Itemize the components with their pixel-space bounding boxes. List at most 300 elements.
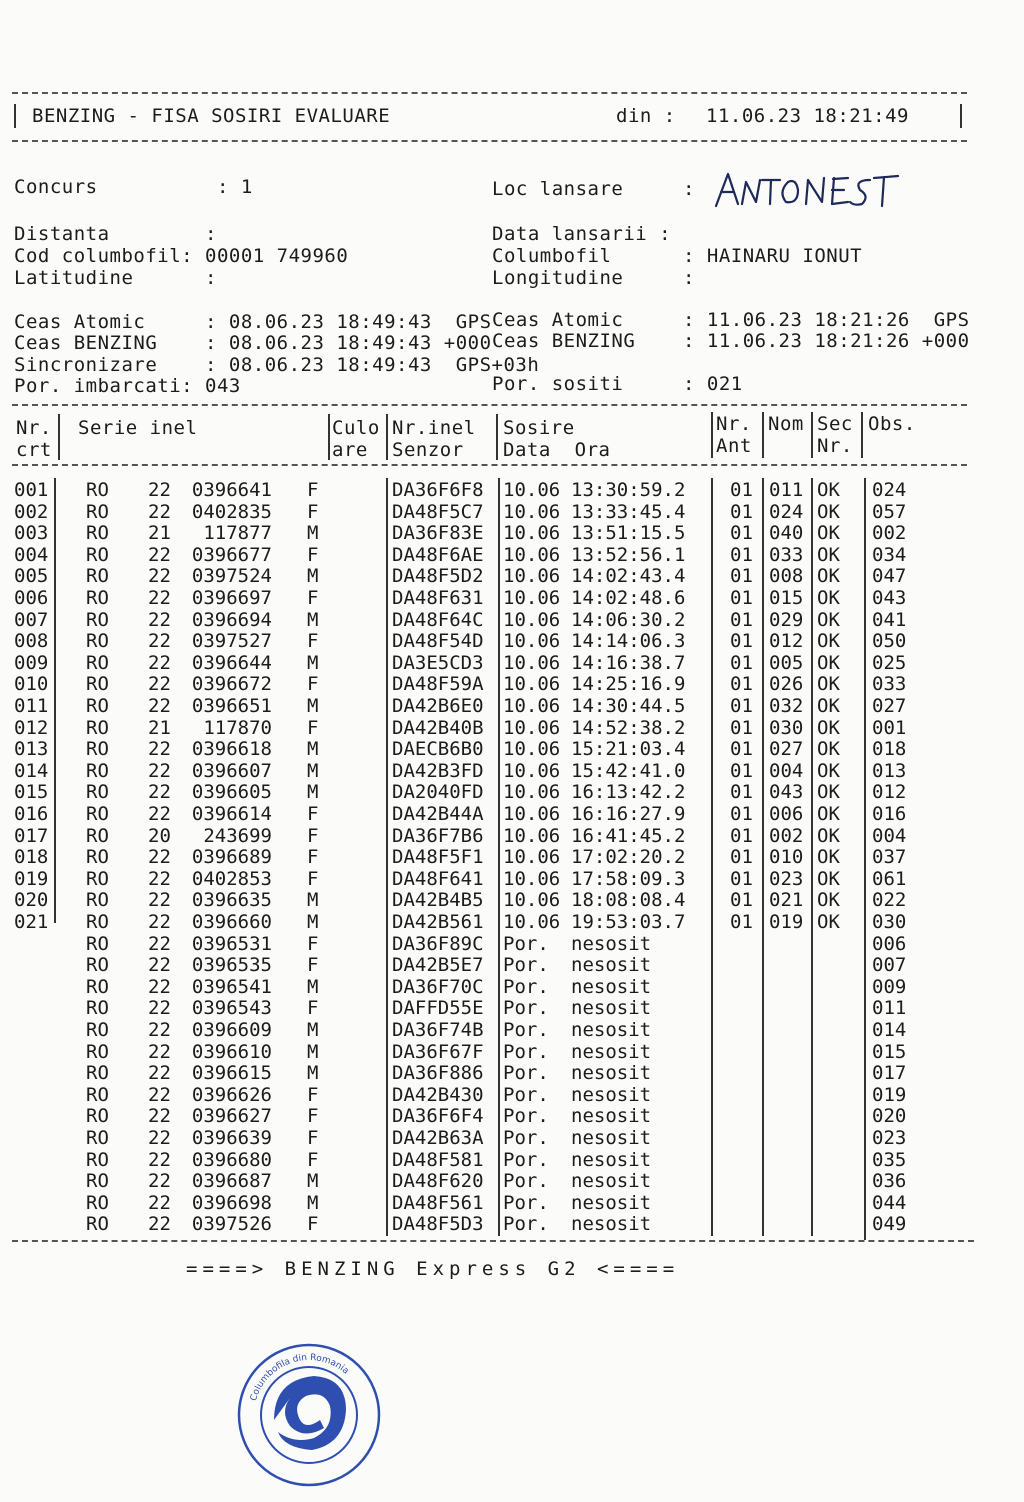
row-sec: OK — [817, 911, 840, 933]
row-ring-number: 0396605 — [191, 781, 272, 804]
row-country: RO — [86, 911, 109, 933]
row-time: nesosit — [571, 1191, 652, 1214]
row-year: 22 — [148, 1127, 171, 1149]
row-year: 22 — [148, 1062, 171, 1085]
row-time: 14:06:30.2 — [571, 608, 686, 631]
row-obs: 022 — [872, 889, 907, 912]
row-time: 14:16:38.7 — [571, 651, 686, 674]
row-time: 15:42:41.0 — [571, 759, 686, 782]
row-obs: 001 — [872, 716, 907, 739]
row-antenna: 01 — [730, 824, 753, 847]
row-nom: 030 — [769, 716, 804, 739]
row-sex: F — [307, 824, 319, 847]
table-row — [0, 587, 1024, 609]
row-ring-number: 0396618 — [191, 738, 272, 761]
row-sensor: DA48F581 — [392, 1148, 484, 1171]
row-sensor: DA36F7B6 — [392, 824, 484, 847]
row-sex: M — [307, 738, 319, 761]
row-sex: F — [307, 846, 319, 869]
porumbei-imbarcati: Por. imbarcati: 043 — [14, 375, 241, 397]
row-obs: 050 — [872, 630, 907, 653]
row-obs: 036 — [872, 1170, 907, 1193]
row-date: 10.06 — [503, 587, 561, 609]
row-antenna: 01 — [730, 565, 753, 588]
row-ring-number: 0402853 — [191, 867, 272, 890]
hdr-sep-4 — [496, 414, 498, 460]
row-antenna: 01 — [730, 695, 753, 717]
row-time: nesosit — [571, 997, 652, 1020]
row-ring-number: 0396660 — [191, 911, 272, 933]
row-antenna: 01 — [730, 479, 753, 501]
row-ring-number: 117870 — [203, 716, 272, 739]
row-sex: F — [307, 932, 319, 955]
row-date: Por. — [503, 954, 549, 977]
row-sensor: DA48F64C — [392, 608, 484, 631]
row-date: Por. — [503, 1062, 549, 1085]
row-time: 13:52:56.1 — [571, 543, 686, 566]
row-country: RO — [86, 932, 109, 955]
row-nom: 012 — [769, 630, 804, 653]
row-sensor: DA48F5D3 — [392, 1213, 484, 1236]
row-date: Por. — [503, 1170, 549, 1193]
row-country: RO — [86, 1191, 109, 1214]
row-antenna: 01 — [730, 911, 753, 933]
row-sensor: DA48F6AE — [392, 543, 484, 566]
row-sex: F — [307, 1148, 319, 1171]
row-sex: F — [307, 954, 319, 977]
row-year: 22 — [148, 500, 171, 523]
row-sex: F — [307, 867, 319, 890]
row-nom: 021 — [769, 889, 804, 912]
hdr-sep-5 — [711, 412, 713, 458]
row-sec: OK — [817, 803, 840, 825]
col-ant-1: Nr. — [716, 413, 752, 435]
row-date: 10.06 — [503, 889, 561, 912]
row-ring-number: 0396614 — [191, 803, 272, 825]
row-obs: 033 — [872, 673, 907, 696]
row-ring-number: 0402835 — [191, 500, 272, 523]
row-time: 14:25:16.9 — [571, 673, 686, 696]
row-time: nesosit — [571, 1040, 652, 1063]
row-ring-number: 0396626 — [191, 1083, 272, 1106]
row-obs: 035 — [872, 1148, 907, 1171]
row-sec: OK — [817, 867, 840, 890]
col-inel-1: Nr.inel — [392, 417, 476, 439]
col-nr-1: Nr. — [16, 417, 52, 439]
row-obs: 019 — [872, 1083, 907, 1106]
row-sex: M — [307, 1170, 319, 1193]
row-country: RO — [86, 543, 109, 566]
row-sensor: DA42B430 — [392, 1083, 484, 1106]
hdr-sep-2 — [328, 414, 330, 460]
row-sensor: DA48F641 — [392, 867, 484, 890]
row-ring-number: 0396687 — [191, 1170, 272, 1193]
row-sex: M — [307, 889, 319, 912]
row-sensor: DA42B6E0 — [392, 695, 484, 717]
row-sex: M — [307, 651, 319, 674]
row-year: 22 — [148, 1191, 171, 1214]
row-sex: M — [307, 975, 319, 998]
row-sensor: DA36F70C — [392, 975, 484, 998]
row-antenna: 01 — [730, 781, 753, 804]
row-sensor: DA36F83E — [392, 522, 484, 545]
table-row — [0, 868, 1024, 890]
row-date: 10.06 — [503, 911, 561, 933]
porumbei-sositi: Por. sositi : 021 — [492, 373, 743, 395]
row-ring-number: 0396680 — [191, 1148, 272, 1171]
columbofil: Columbofil : HAINARU IONUT — [492, 245, 863, 267]
handwritten-location — [712, 168, 902, 212]
row-nr: 020 — [14, 889, 49, 912]
table-row — [0, 1127, 1024, 1149]
table-row — [0, 738, 1024, 760]
table-row — [0, 846, 1024, 868]
row-sex: F — [307, 673, 319, 696]
row-nom: 043 — [769, 781, 804, 804]
row-country: RO — [86, 738, 109, 761]
table-row — [0, 933, 1024, 955]
row-country: RO — [86, 695, 109, 717]
row-year: 22 — [148, 759, 171, 782]
row-date: 10.06 — [503, 651, 561, 674]
row-time: 16:13:42.2 — [571, 781, 686, 804]
row-ring-number: 243699 — [203, 824, 272, 847]
row-sex: M — [307, 1062, 319, 1085]
row-sensor: DA42B4B5 — [392, 889, 484, 912]
row-nom: 006 — [769, 803, 804, 825]
date-label: din : — [616, 105, 676, 127]
table-row — [0, 1019, 1024, 1041]
row-nr: 005 — [14, 565, 49, 588]
row-ring-number: 0397527 — [191, 630, 272, 653]
row-time: 14:02:48.6 — [571, 587, 686, 609]
row-time: 16:16:27.9 — [571, 803, 686, 825]
row-sex: F — [307, 997, 319, 1020]
row-sensor: DA48F59A — [392, 673, 484, 696]
row-ring-number: 0397524 — [191, 565, 272, 588]
col-nom: Nom — [768, 413, 804, 435]
row-obs: 027 — [872, 695, 907, 717]
row-sec: OK — [817, 889, 840, 912]
row-sensor: DA42B40B — [392, 716, 484, 739]
row-country: RO — [86, 565, 109, 588]
row-nom: 015 — [769, 587, 804, 609]
row-antenna: 01 — [730, 500, 753, 523]
row-sex: M — [307, 911, 319, 933]
row-year: 22 — [148, 975, 171, 998]
row-sec: OK — [817, 543, 840, 566]
row-date: 10.06 — [503, 522, 561, 545]
ceas-benzing-left: Ceas BENZING : 08.06.23 18:49:43 +000 — [14, 332, 492, 354]
row-sensor: DA48F5D2 — [392, 565, 484, 588]
row-obs: 037 — [872, 846, 907, 869]
row-sec: OK — [817, 846, 840, 869]
row-sensor: DA48F54D — [392, 630, 484, 653]
row-ring-number: 0396697 — [191, 587, 272, 609]
row-obs: 009 — [872, 975, 907, 998]
row-year: 22 — [148, 932, 171, 955]
col-ant-2: Ant — [716, 435, 752, 457]
round-club-stamp-icon — [234, 1340, 384, 1490]
row-obs: 018 — [872, 738, 907, 761]
row-obs: 007 — [872, 954, 907, 977]
row-obs: 024 — [872, 479, 907, 501]
longitudine: Longitudine : — [492, 267, 695, 289]
table-row — [0, 1192, 1024, 1214]
row-antenna: 01 — [730, 543, 753, 566]
row-sensor: DA36F6F8 — [392, 479, 484, 501]
row-sex: F — [307, 500, 319, 523]
footer-banner: ====> BENZING Express G2 <==== — [186, 1258, 680, 1280]
row-nom: 029 — [769, 608, 804, 631]
row-nr: 010 — [14, 673, 49, 696]
col-sosire-2: Data Ora — [503, 439, 611, 461]
row-nr: 004 — [14, 543, 49, 566]
row-obs: 034 — [872, 543, 907, 566]
row-country: RO — [86, 1062, 109, 1085]
table-row — [0, 889, 1024, 911]
row-country: RO — [86, 975, 109, 998]
row-sec: OK — [817, 500, 840, 523]
row-antenna: 01 — [730, 651, 753, 674]
row-date: Por. — [503, 1040, 549, 1063]
row-time: nesosit — [571, 1127, 652, 1149]
row-year: 22 — [148, 997, 171, 1020]
col-sec-2: Nr. — [817, 435, 853, 457]
row-sex: F — [307, 630, 319, 653]
row-sensor: DAECB6B0 — [392, 738, 484, 761]
row-antenna: 01 — [730, 587, 753, 609]
row-time: nesosit — [571, 975, 652, 998]
hdr-sep-8 — [861, 412, 863, 458]
row-nom: 027 — [769, 738, 804, 761]
row-obs: 061 — [872, 867, 907, 890]
row-nom: 002 — [769, 824, 804, 847]
row-ring-number: 0396644 — [191, 651, 272, 674]
row-date: Por. — [503, 975, 549, 998]
row-obs: 025 — [872, 651, 907, 674]
row-country: RO — [86, 1105, 109, 1128]
row-time: nesosit — [571, 1062, 652, 1085]
row-obs: 004 — [872, 824, 907, 847]
row-year: 22 — [148, 803, 171, 825]
table-row — [0, 760, 1024, 782]
row-nom: 023 — [769, 867, 804, 890]
row-antenna: 01 — [730, 803, 753, 825]
row-country: RO — [86, 1040, 109, 1063]
table-row — [0, 630, 1024, 652]
row-ring-number: 117877 — [203, 522, 272, 545]
row-sex: M — [307, 781, 319, 804]
row-year: 20 — [148, 824, 171, 847]
row-date: Por. — [503, 1213, 549, 1236]
row-obs: 013 — [872, 759, 907, 782]
row-nr: 018 — [14, 846, 49, 869]
col-culo-2: are — [332, 439, 368, 461]
row-time: 13:51:15.5 — [571, 522, 686, 545]
row-nom: 004 — [769, 759, 804, 782]
row-nr: 011 — [14, 695, 49, 717]
row-year: 22 — [148, 1019, 171, 1041]
col-sosire-1: Sosire — [503, 417, 575, 439]
row-antenna: 01 — [730, 716, 753, 739]
row-nom: 032 — [769, 695, 804, 717]
row-sec: OK — [817, 824, 840, 847]
header-right-bar — [960, 104, 962, 128]
row-sensor: DA42B63A — [392, 1127, 484, 1149]
row-country: RO — [86, 824, 109, 847]
row-sex: M — [307, 522, 319, 545]
row-sex: M — [307, 1019, 319, 1041]
document-title: BENZING - FISA SOSIRI EVALUARE — [32, 105, 391, 127]
row-nr: 008 — [14, 630, 49, 653]
row-country: RO — [86, 781, 109, 804]
header-bottom-rule — [12, 140, 967, 142]
row-date: 10.06 — [503, 500, 561, 523]
row-sex: F — [307, 587, 319, 609]
col-culo-1: Culo — [332, 417, 380, 439]
header-rule — [12, 464, 967, 466]
row-country: RO — [86, 716, 109, 739]
row-country: RO — [86, 1148, 109, 1171]
row-time: 18:08:08.4 — [571, 889, 686, 912]
row-time: nesosit — [571, 1213, 652, 1236]
row-time: nesosit — [571, 1105, 652, 1128]
ceas-atomic-right: Ceas Atomic : 11.06.23 18:21:26 GPS — [492, 309, 970, 331]
row-sensor: DAFFD55E — [392, 997, 484, 1020]
row-obs: 057 — [872, 500, 907, 523]
row-time: nesosit — [571, 1083, 652, 1106]
table-row — [0, 544, 1024, 566]
row-time: nesosit — [571, 954, 652, 977]
latitudine: Latitudine : — [14, 267, 217, 289]
row-year: 22 — [148, 781, 171, 804]
row-sensor: DA48F631 — [392, 587, 484, 609]
row-country: RO — [86, 587, 109, 609]
row-year: 22 — [148, 911, 171, 933]
row-country: RO — [86, 1213, 109, 1236]
table-row — [0, 1149, 1024, 1171]
row-sex: M — [307, 565, 319, 588]
row-country: RO — [86, 1127, 109, 1149]
row-country: RO — [86, 608, 109, 631]
row-date: Por. — [503, 1019, 549, 1041]
table-row — [0, 1062, 1024, 1084]
row-obs: 016 — [872, 803, 907, 825]
row-sensor: DA36F74B — [392, 1019, 484, 1041]
row-nr: 013 — [14, 738, 49, 761]
hdr-sep-6 — [762, 412, 764, 458]
row-year: 22 — [148, 695, 171, 717]
row-date: 10.06 — [503, 479, 561, 501]
row-sensor: DA36F6F4 — [392, 1105, 484, 1128]
row-country: RO — [86, 1170, 109, 1193]
row-sensor: DA3E5CD3 — [392, 651, 484, 674]
row-year: 22 — [148, 543, 171, 566]
row-nom: 040 — [769, 522, 804, 545]
row-ring-number: 0396635 — [191, 889, 272, 912]
row-year: 22 — [148, 1148, 171, 1171]
row-country: RO — [86, 867, 109, 890]
row-date: Por. — [503, 1148, 549, 1171]
distanta: Distanta : — [14, 223, 217, 245]
row-nr: 007 — [14, 608, 49, 631]
hdr-sep-3 — [386, 414, 388, 460]
row-nr: 002 — [14, 500, 49, 523]
row-year: 22 — [148, 630, 171, 653]
row-nr: 003 — [14, 522, 49, 545]
row-sensor: DA48F561 — [392, 1191, 484, 1214]
row-sensor: DA42B3FD — [392, 759, 484, 782]
row-antenna: 01 — [730, 738, 753, 761]
row-sex: F — [307, 1105, 319, 1128]
loc-lansare: Loc lansare : — [492, 178, 695, 200]
row-nr: 019 — [14, 867, 49, 890]
row-sec: OK — [817, 479, 840, 501]
row-ring-number: 0396639 — [191, 1127, 272, 1149]
row-country: RO — [86, 673, 109, 696]
row-antenna: 01 — [730, 673, 753, 696]
row-obs: 015 — [872, 1040, 907, 1063]
print-date: 11.06.23 18:21:49 — [706, 105, 909, 127]
row-sec: OK — [817, 716, 840, 739]
row-date: Por. — [503, 1083, 549, 1106]
row-sec: OK — [817, 608, 840, 631]
row-sex: F — [307, 716, 319, 739]
row-country: RO — [86, 846, 109, 869]
header-left-bar — [14, 104, 16, 128]
row-year: 21 — [148, 716, 171, 739]
row-sex: M — [307, 608, 319, 631]
table-row — [0, 1041, 1024, 1063]
table-row — [0, 673, 1024, 695]
row-nr: 014 — [14, 759, 49, 782]
row-time: 13:33:45.4 — [571, 500, 686, 523]
row-ring-number: 0396531 — [191, 932, 272, 955]
row-date: 10.06 — [503, 781, 561, 804]
col-sec-1: Sec — [817, 413, 853, 435]
row-country: RO — [86, 997, 109, 1020]
row-sensor: DA42B5E7 — [392, 954, 484, 977]
row-nom: 026 — [769, 673, 804, 696]
row-time: nesosit — [571, 1148, 652, 1171]
row-sec: OK — [817, 695, 840, 717]
row-date: 10.06 — [503, 846, 561, 869]
row-nr: 009 — [14, 651, 49, 674]
row-date: Por. — [503, 997, 549, 1020]
table-row — [0, 954, 1024, 976]
row-ring-number: 0396610 — [191, 1040, 272, 1063]
row-time: 14:02:43.4 — [571, 565, 686, 588]
row-sec: OK — [817, 651, 840, 674]
table-row — [0, 695, 1024, 717]
row-year: 21 — [148, 522, 171, 545]
row-obs: 017 — [872, 1062, 907, 1085]
row-date: 10.06 — [503, 759, 561, 782]
row-date: Por. — [503, 1191, 549, 1214]
row-year: 22 — [148, 867, 171, 890]
row-time: 17:58:09.3 — [571, 867, 686, 890]
row-date: 10.06 — [503, 738, 561, 761]
row-sensor: DA2040FD — [392, 781, 484, 804]
row-year: 22 — [148, 1083, 171, 1106]
row-date: 10.06 — [503, 824, 561, 847]
row-ring-number: 0396607 — [191, 759, 272, 782]
table-row — [0, 1213, 1024, 1235]
table-row — [0, 1084, 1024, 1106]
cod-columbofil: Cod columbofil: 00001 749960 — [14, 245, 349, 267]
row-sec: OK — [817, 673, 840, 696]
